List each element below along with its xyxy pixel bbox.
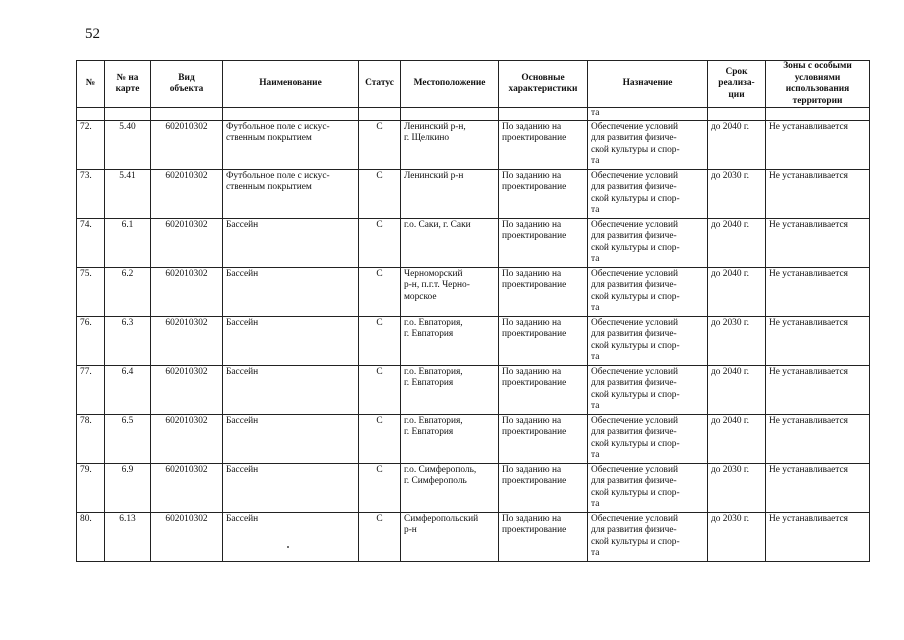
cell-characteristics: По заданию на проектирование [499,365,588,414]
cell-special-zones: Не устанавливается [766,512,870,561]
cell [499,108,588,121]
cell [359,108,401,121]
cell-status: С [359,463,401,512]
cell-location: Черноморский р-н, п.г.т. Черно- морское [401,267,499,316]
cell-location: Симферопольский р-н [401,512,499,561]
cell-status: С [359,169,401,218]
continuation-row [77,108,870,121]
cell-object-name: Бассейн [223,267,359,316]
cell-characteristics: По заданию на проектирование [499,463,588,512]
cell-status: С [359,316,401,365]
cell-characteristics: По заданию на проектирование [499,120,588,169]
cell-object-type: 602010302 [151,463,223,512]
cell-deadline: до 2040 г. [708,414,766,463]
header-deadline: Срок реализа- ции [708,61,766,108]
cell-map-number: 6.1 [105,218,151,267]
cell-location: г.о. Евпатория, г. Евпатория [401,365,499,414]
cell-object-name: Бассейн [223,414,359,463]
cell-object-type: 602010302 [151,316,223,365]
table-row [77,120,870,169]
cell-object-name: Футбольное поле с искус- ственным покрытием [223,169,359,218]
cell [401,108,499,121]
cell-row-number: 80. [77,512,105,561]
scan-speck [287,546,289,548]
cell-object-type: 602010302 [151,365,223,414]
cell-object-type: 602010302 [151,512,223,561]
cell [766,108,870,121]
header-map-number: № на карте [105,61,151,108]
cell-purpose: Обеспечение условий для развития физиче- ской культуры и спор- та [588,120,708,169]
cell-location: Ленинский р-н [401,169,499,218]
cell [223,108,359,121]
table-row [77,267,870,316]
cell-characteristics: По заданию на проектирование [499,316,588,365]
cell-row-number: 72. [77,120,105,169]
cell-purpose: Обеспечение условий для развития физиче- ской культуры и спор- та [588,365,708,414]
cell-deadline: до 2040 г. [708,365,766,414]
cell-object-name: Бассейн [223,316,359,365]
table-row [77,316,870,365]
cell-map-number: 5.40 [105,120,151,169]
cell-special-zones: Не устанавливается [766,316,870,365]
table-row [77,365,870,414]
cell-location: г.о. Евпатория, г. Евпатория [401,316,499,365]
cell-map-number: 6.3 [105,316,151,365]
cell-special-zones: Не устанавливается [766,169,870,218]
cell-row-number: 74. [77,218,105,267]
cell-object-name: Бассейн [223,512,359,561]
header-purpose: Назначение [588,61,708,108]
cell-map-number: 6.2 [105,267,151,316]
cell-purpose: Обеспечение условий для развития физиче- ской культуры и спор- та [588,463,708,512]
header-characteristics: Основные характеристики [499,61,588,108]
cell: та [588,108,708,121]
header-object-type: Вид объекта [151,61,223,108]
cell-status: С [359,120,401,169]
cell-purpose: Обеспечение условий для развития физиче- ской культуры и спор- та [588,169,708,218]
cell [708,108,766,121]
cell-row-number: 76. [77,316,105,365]
cell [77,108,105,121]
header-location: Местоположение [401,61,499,108]
cell-characteristics: По заданию на проектирование [499,414,588,463]
table-row [77,512,870,561]
cell-object-name: Бассейн [223,365,359,414]
cell-deadline: до 2030 г. [708,316,766,365]
header-status: Статус [359,61,401,108]
cell-deadline: до 2030 г. [708,512,766,561]
header-name: Наименование [223,61,359,108]
cell-map-number: 6.4 [105,365,151,414]
cell-object-type: 602010302 [151,120,223,169]
cell-location: г.о. Симферополь, г. Симферополь [401,463,499,512]
cell-row-number: 79. [77,463,105,512]
cell-status: С [359,365,401,414]
cell-purpose: Обеспечение условий для развития физиче- ской культуры и спор- та [588,267,708,316]
table-row [77,414,870,463]
cell-location: Ленинский р-н, г. Щелкино [401,120,499,169]
cell-status: С [359,218,401,267]
cell-row-number: 77. [77,365,105,414]
cell [151,108,223,121]
cell-object-name: Футбольное поле с искус- ственным покрытием [223,120,359,169]
cell-deadline: до 2040 г. [708,218,766,267]
cell-purpose: Обеспечение условий для развития физиче- ской культуры и спор- та [588,512,708,561]
cell-map-number: 6.13 [105,512,151,561]
cell-special-zones: Не устанавливается [766,463,870,512]
cell-special-zones: Не устанавливается [766,365,870,414]
cell-object-type: 602010302 [151,267,223,316]
cell-object-name: Бассейн [223,218,359,267]
objects-table [76,60,870,562]
cell-object-name: Бассейн [223,463,359,512]
cell-characteristics: По заданию на проектирование [499,512,588,561]
table-row [77,169,870,218]
cell-characteristics: По заданию на проектирование [499,169,588,218]
cell-map-number: 5.41 [105,169,151,218]
table-header-row [77,61,870,108]
cell-object-type: 602010302 [151,414,223,463]
cell-location: г.о. Евпатория, г. Евпатория [401,414,499,463]
cell-special-zones: Не устанавливается [766,414,870,463]
header-number: № [77,61,105,108]
cell-deadline: до 2040 г. [708,267,766,316]
cell-deadline: до 2040 г. [708,120,766,169]
table-row [77,218,870,267]
cell-purpose: Обеспечение условий для развития физиче- ской культуры и спор- та [588,316,708,365]
cell-purpose: Обеспечение условий для развития физиче- ской культуры и спор- та [588,218,708,267]
page-number: 52 [85,26,100,42]
cell-object-type: 602010302 [151,169,223,218]
cell-characteristics: По заданию на проектирование [499,267,588,316]
cell-status: С [359,414,401,463]
cell-special-zones: Не устанавливается [766,218,870,267]
cell-status: С [359,512,401,561]
cell-status: С [359,267,401,316]
cell-special-zones: Не устанавливается [766,120,870,169]
cell-row-number: 73. [77,169,105,218]
cell-deadline: до 2030 г. [708,463,766,512]
cell-location: г.о. Саки, г. Саки [401,218,499,267]
cell-deadline: до 2030 г. [708,169,766,218]
header-special-zones: Зоны с особыми условиями использования территории [766,61,870,108]
cell-map-number: 6.5 [105,414,151,463]
cell-object-type: 602010302 [151,218,223,267]
cell-special-zones: Не устанавливается [766,267,870,316]
cell-purpose: Обеспечение условий для развития физиче- ской культуры и спор- та [588,414,708,463]
cell [105,108,151,121]
cell-map-number: 6.9 [105,463,151,512]
cell-row-number: 78. [77,414,105,463]
table-row [77,463,870,512]
cell-characteristics: По заданию на проектирование [499,218,588,267]
cell-row-number: 75. [77,267,105,316]
